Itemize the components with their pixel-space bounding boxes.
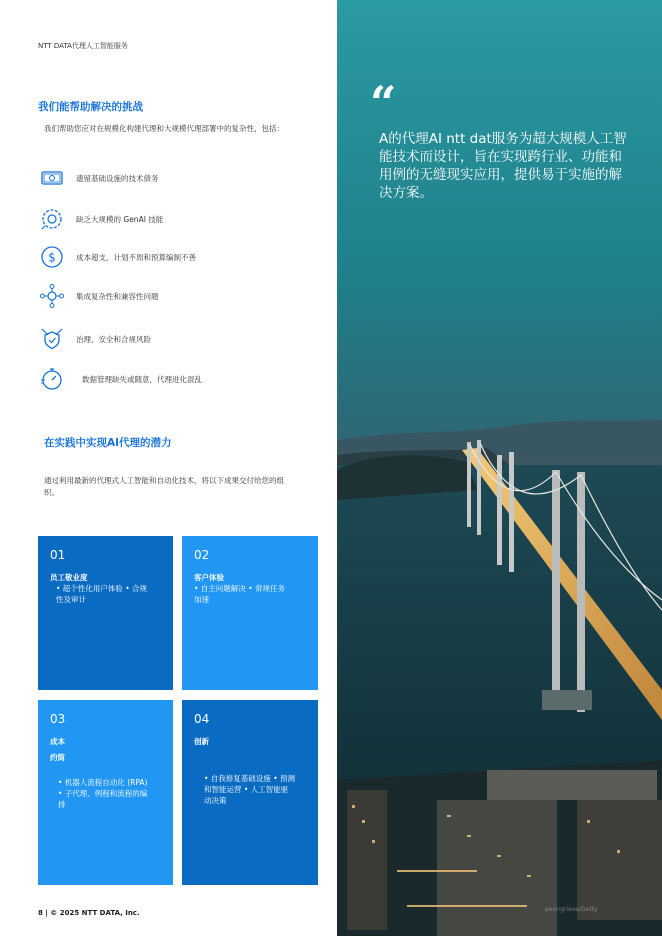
quote-text: A的代理AI ntt dat服务为超大规模人工智能技术而设计，旨在实现跨行业、功能和用例的无缝现实应用，提供易于实施的解决方案。: [379, 131, 627, 201]
outcome-card: [38, 536, 173, 690]
quote-mark: “: [370, 76, 397, 130]
dollar-circle-icon: [38, 243, 66, 271]
challenge-label: 遗留基础设施的技术债务: [76, 173, 159, 183]
svg-text:$: $: [48, 250, 56, 265]
stopwatch-icon: [38, 365, 66, 393]
challenge-label: 治理、安全和合规风险: [76, 334, 151, 344]
card-number: 02: [194, 548, 210, 562]
challenge-label: 数据管理缺失或随意，代理进化混乱: [82, 374, 202, 384]
challenge-label: 缺乏大规模的 GenAI 技能: [76, 214, 164, 224]
card-title-line2: 约简: [50, 753, 65, 762]
challenge-item: [38, 243, 196, 271]
challenge-item: [38, 164, 159, 192]
outcome-card: [38, 700, 173, 885]
card-number: 01: [50, 548, 66, 562]
card-text: • 自主问题解决 • 常规任务 加速: [194, 584, 285, 604]
challenge-label: 成本超支，计划不周和预算编制不善: [76, 252, 196, 262]
challenge-label: 集成复杂性和兼容性问题: [76, 291, 159, 301]
photo-credit: penngrieve/Getty: [545, 906, 598, 913]
outcome-card: [182, 700, 318, 885]
money-bill-icon: [38, 164, 66, 192]
card-text: • 机器人流程自动化 (RPA) • 子代理、例程和流程的编 排: [58, 778, 148, 809]
challenges-title: 我们能帮助解决的挑战: [38, 101, 143, 113]
shield-tools-icon: [38, 325, 66, 353]
card-title: 创新: [194, 737, 209, 746]
document-header: NTT DATA代理人工智能服务: [38, 42, 128, 50]
challenge-item: [38, 205, 163, 233]
potential-title: 在实践中实现AI代理的潜力: [44, 437, 172, 449]
card-number: 04: [194, 712, 210, 726]
card-title: 客户体验: [194, 573, 224, 582]
challenge-item: [38, 282, 159, 310]
outcome-card: [182, 536, 318, 690]
challenge-item: [38, 365, 202, 393]
challenges-intro: 我们帮助您应对在规模化构建代理和大规模代理部署中的复杂性，包括：: [44, 124, 284, 133]
card-title: 成本: [50, 737, 65, 746]
card-title: 员工敬业度: [50, 573, 88, 582]
challenge-item: [38, 325, 151, 353]
network-nodes-icon: [38, 282, 66, 310]
card-text: • 超个性化用户体验 • 合规 性及审计: [56, 584, 147, 604]
card-text: • 自我修复基础设施 • 预测 和智能运营 • 人工智能驱 动决策: [204, 774, 295, 805]
brain-gear-icon: [38, 205, 66, 233]
potential-intro: 通过利用最新的代理式人工智能和自动化技术，将以下成果交付给您的组织。: [44, 476, 284, 497]
card-number: 03: [50, 712, 66, 726]
page-footer: 8 | © 2025 NTT DATA, Inc.: [38, 909, 140, 917]
